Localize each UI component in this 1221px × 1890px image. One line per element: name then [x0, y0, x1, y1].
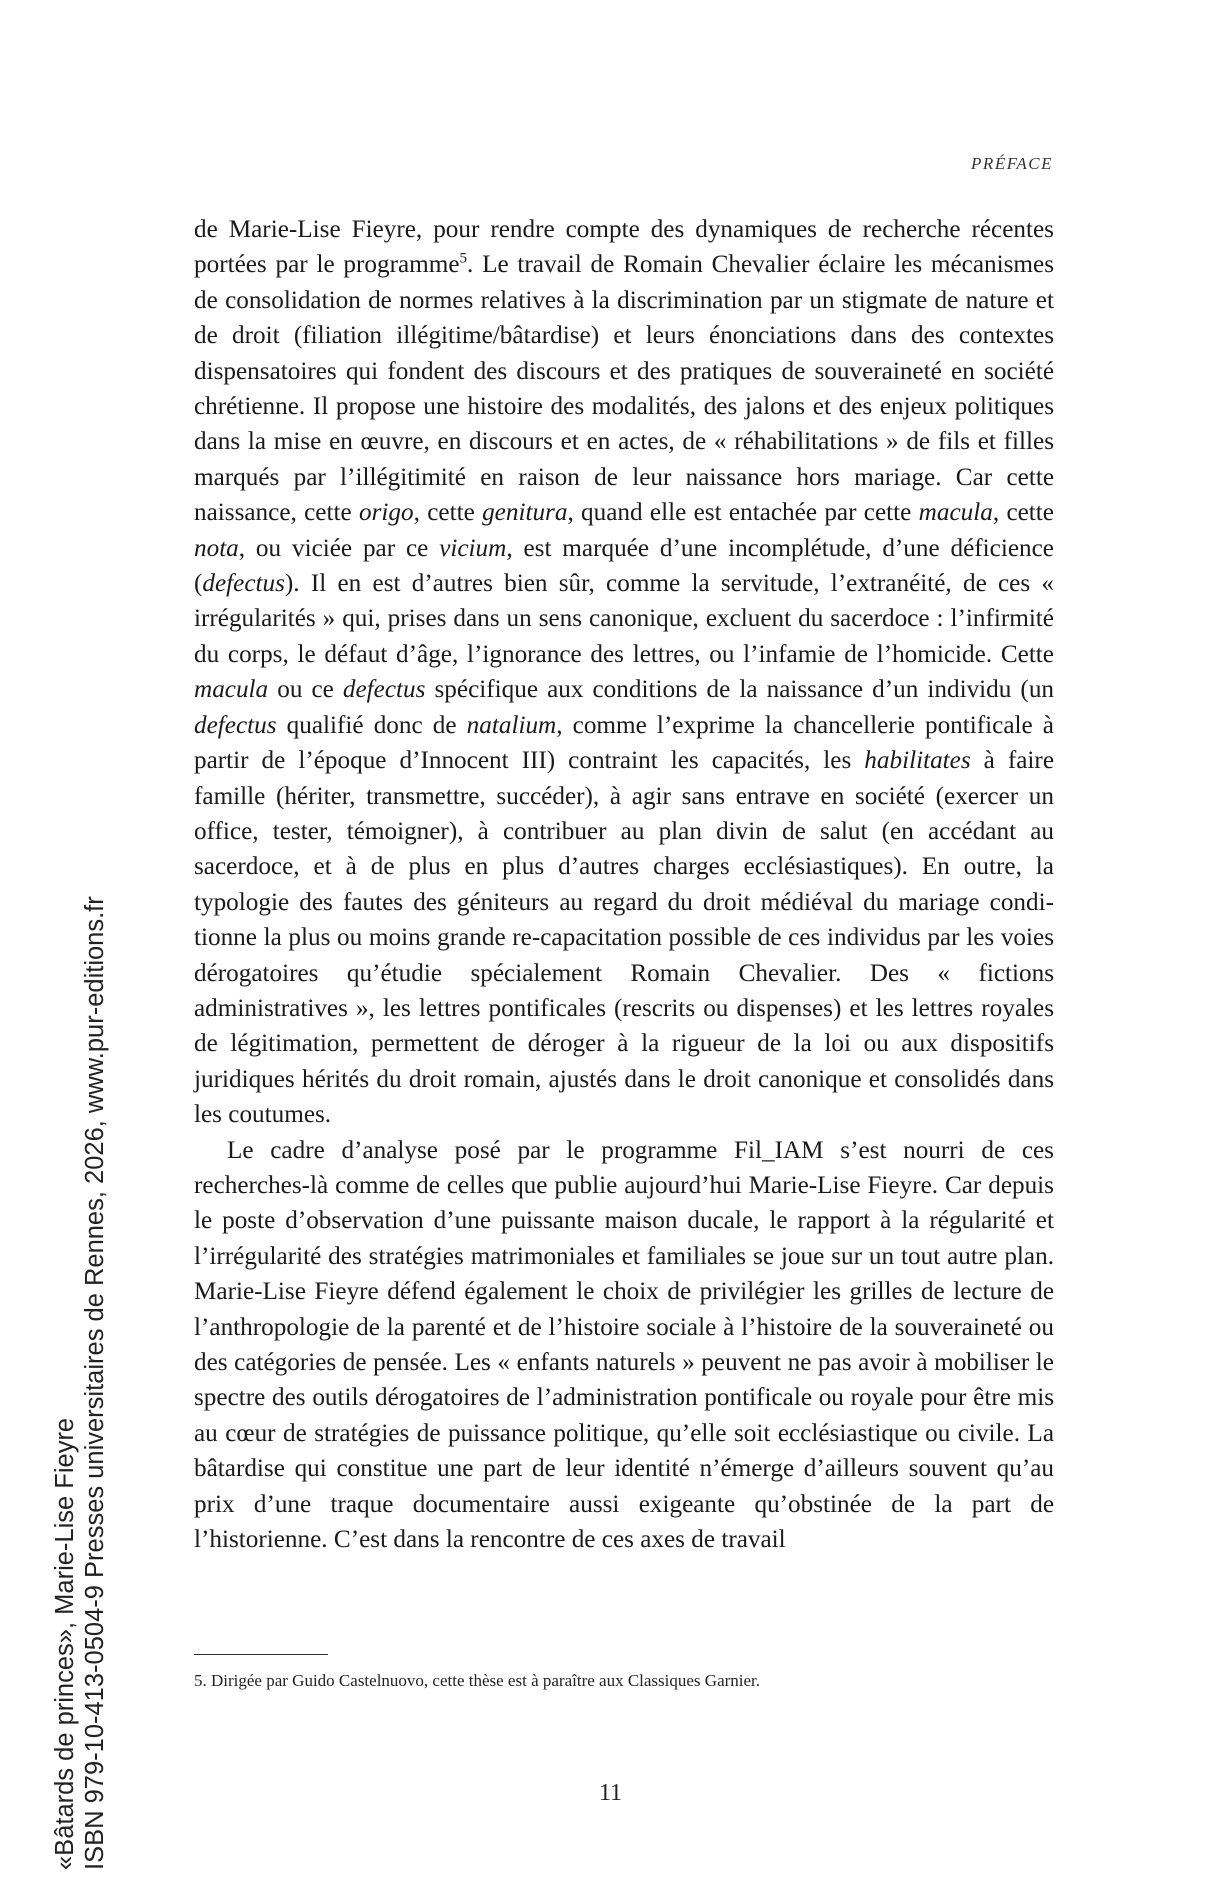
running-header: PRÉFACE — [971, 154, 1053, 173]
body-text — [194, 212, 1054, 1557]
latin-term: origo — [359, 499, 414, 527]
latin-term: defectus — [342, 676, 426, 704]
text-run: , cette — [992, 499, 1054, 527]
text-run: ). Il en est d’autres bien sûr, comme la servitude, l’extranéité, de ces « irrégularités » qui, prises dans un sens canonique, excluent du sacerdoce : l’infirmité du corps, le défaut d’âge, l’ignorance des lettres, ou l’infamie de l’homicide. Cette — [194, 570, 1054, 668]
latin-term: habilitates — [864, 747, 971, 775]
text-run: ou ce — [268, 676, 343, 704]
latin-term: macula — [194, 676, 269, 704]
side-stamp-line: ISBN 979-10-413-0504-9 Presses universitaires de Rennes, 2026, www.pur-editions.fr — [81, 896, 109, 1870]
footnote: 5. Dirigée par Guido Castelnuovo, cette thèse est à paraître aux Classiques Garnier. — [194, 1671, 761, 1690]
latin-term: defectus — [194, 711, 277, 739]
latin-term: natalium — [466, 711, 557, 739]
latin-term: vicium — [439, 534, 507, 562]
paragraph — [194, 212, 1054, 1133]
text-run: . Le travail de Romain Chevalier éclaire les mécanismes de consolidation de normes relatives à la discrimination par un stigmate de nature et de droit (filiation illégitime/bâtardise) et leurs énonciations dans des contextes dispensatoires qui fondent des discours et des pratiques de souveraineté en société chrétienne. Il propose une histoire des modalités, des jalons et des enjeux politiques dans la mise en œuvre, en discours et en actes, de « réhabilitations » de fils et filles marqués par l’illégitimité en raison de leur naissance hors mariage. Car cette naissance, cette — [194, 251, 1055, 527]
text-run: spécifique aux conditions de la naissance d’un individu (un — [425, 676, 1055, 704]
footnote-reference: 5 — [459, 251, 467, 268]
latin-term: genitura — [482, 499, 568, 527]
text-run: qualifié donc de — [276, 711, 467, 739]
paragraph: Le cadre d’analyse posé par le programme Fil_IAM s’est nourri de ces recherches-là comme de celles que publie aujourd’hui Marie-Lise Fieyre. Car depuis le poste d’observation d’une puissante maison ducale, le rapport à la régularité et l’irrégularité des stratégies matrimoniales et familiales se joue sur un tout autre plan. Marie-Lise Fieyre défend également le choix de privilégier les grilles de lecture de l’anthropologie de la parenté et de l’histoire sociale à l’histoire de la souveraineté ou des catégories de pensée. Les « enfants naturels » peuvent ne pas avoir à mobiliser le spectre des outils dérogatoires de l’administration pontificale ou royale pour être mis au cœur de stratégies de puissance politique, qu’elle soit ecclésiastique ou civile. La bâtardise qui constitue une part de leur identité n’émerge d’ailleurs souvent qu’au prix d’une traque documentaire aussi exigeante qu’obstinée de la part de l’historienne. C’est dans la rencontre de ces axes de travail — [194, 1136, 1054, 1554]
side-stamp-line: «Bâtards de princes», Marie-Lise Fieyre — [51, 1417, 79, 1870]
text-run: à faire famille (hériter, transmettre, succéder), à agir sans entrave en société (exercer un office, tester, témoigner), à contribuer au plan divin de salut (en accédant au sacerdoce, et à de plus en plus d’autres charges ecclésiastiques). En outre, la typologie des fautes des géniteurs au regard du droit médiéval du mariage conditionne la plus ou moins grande re-capacitation possible de ces individus par les voies dérogatoires qu’étudie spécialement Romain Chevalier. Des « fictions administratives », les lettres pontificales (rescrits ou dispenses) et les lettres royales de légitimation, permettent de déroger à la rigueur de la loi ou aux dispositifs juridiques hérités du droit romain, ajustés dans le droit canonique et consolidés dans les coutumes. — [194, 747, 1054, 1129]
text-run: , comme l’exprime la chancellerie pontificale à partir de l’époque d’Innocent III) contraint les capacités, les — [194, 711, 1054, 775]
footnote-rule — [194, 1654, 328, 1655]
latin-term: macula — [918, 499, 993, 527]
text-run: , cette — [413, 499, 483, 527]
page-number: 11 — [598, 1780, 623, 1806]
latin-term: nota — [194, 534, 239, 562]
latin-term: defectus — [202, 570, 285, 598]
text-run: , quand elle est entachée par cette — [567, 499, 919, 527]
text-run: de Marie-Lise Fieyre, pour rendre compte des dynamiques de recherche récentes portées par le programme — [194, 216, 1054, 279]
text-run: , est marquée d’une incomplétude, d’une déficience ( — [194, 534, 1054, 598]
side-stamp — [50, 830, 110, 1870]
text-run: , ou viciée par ce — [238, 534, 440, 562]
